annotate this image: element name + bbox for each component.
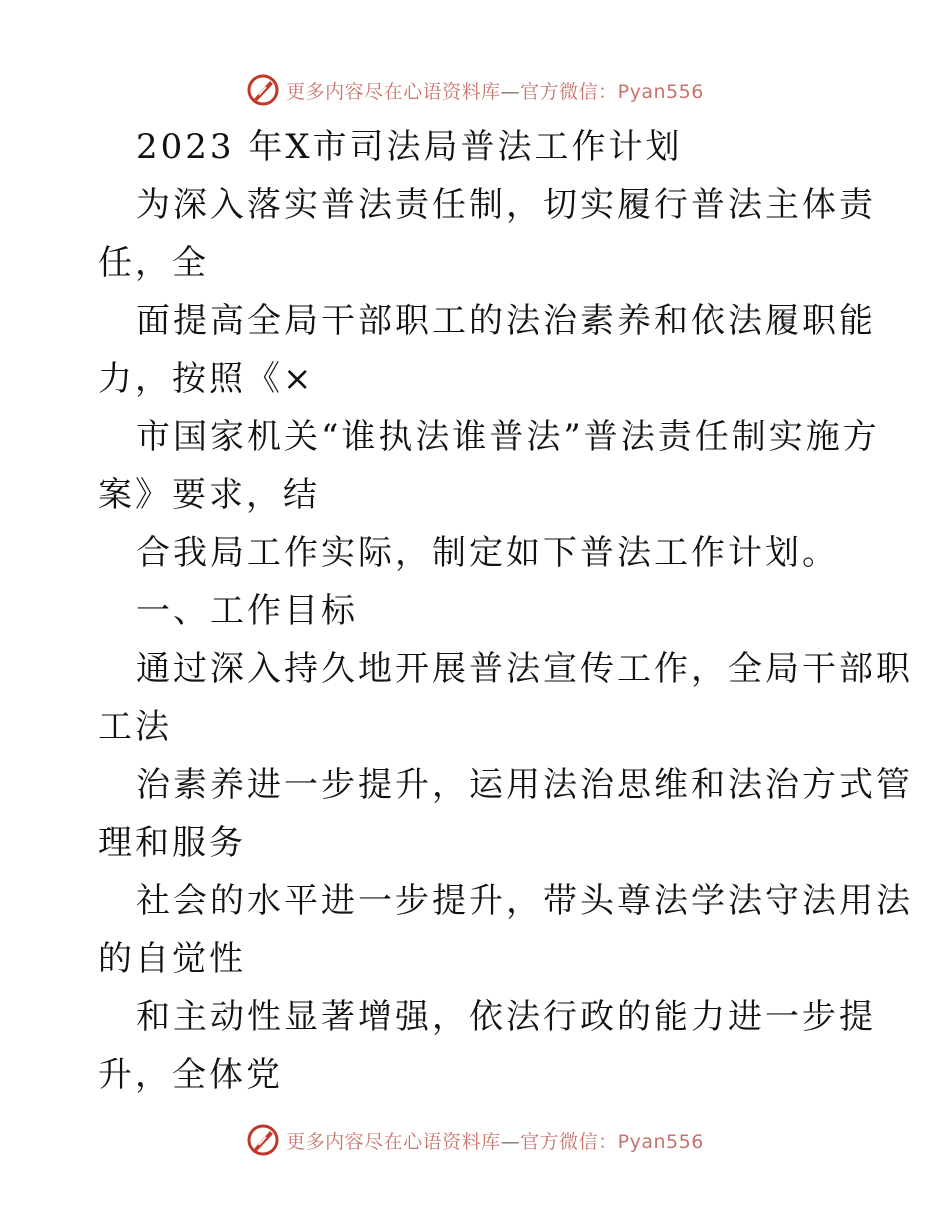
document-body xyxy=(98,118,913,1104)
paragraph-line: 面提高全局干部职工的法治素养和依法履职能 xyxy=(136,301,876,341)
paragraph-line: 通过深入持久地开展普法宣传工作，全局干部职 xyxy=(136,649,913,689)
paragraph-line: 社会的水平进一步提升，带头尊法学法守法用法 xyxy=(136,881,913,921)
paragraph-line: 市国家机关“谁执法谁普法”普法责任制实施方 xyxy=(136,417,880,457)
paragraph-line: 为深入落实普法责任制，切实履行普法主体责 xyxy=(136,185,876,225)
paragraph-line: 的自觉性 xyxy=(98,939,246,979)
feather-pen-logo-icon xyxy=(246,1123,280,1157)
paragraph-line: 理和服务 xyxy=(98,823,246,863)
paragraph-line: 案》要求，结 xyxy=(98,475,320,515)
footer-watermark-banner xyxy=(0,1120,950,1160)
header-watermark-banner xyxy=(0,70,950,110)
paragraph-line: 工法 xyxy=(98,707,172,747)
section-heading: 一、工作目标 xyxy=(136,591,358,631)
footer-watermark-text: 更多内容尽在心语资料库—官方微信：Pyan556 xyxy=(286,1130,704,1153)
document-title: 2023 年X市司法局普法工作计划 xyxy=(136,127,683,167)
feather-pen-logo-icon xyxy=(246,73,280,107)
header-watermark-text: 更多内容尽在心语资料库—官方微信：Pyan556 xyxy=(286,80,704,103)
paragraph-line: 合我局工作实际，制定如下普法工作计划。 xyxy=(136,533,839,573)
paragraph-line: 升，全体党 xyxy=(98,1055,283,1095)
paragraph-line: 治素养进一步提升，运用法治思维和法治方式管 xyxy=(136,765,913,805)
paragraph-line: 力，按照《× xyxy=(98,359,315,399)
paragraph-line: 和主动性显著增强，依法行政的能力进一步提 xyxy=(136,997,876,1037)
paragraph-line: 任，全 xyxy=(98,243,209,283)
